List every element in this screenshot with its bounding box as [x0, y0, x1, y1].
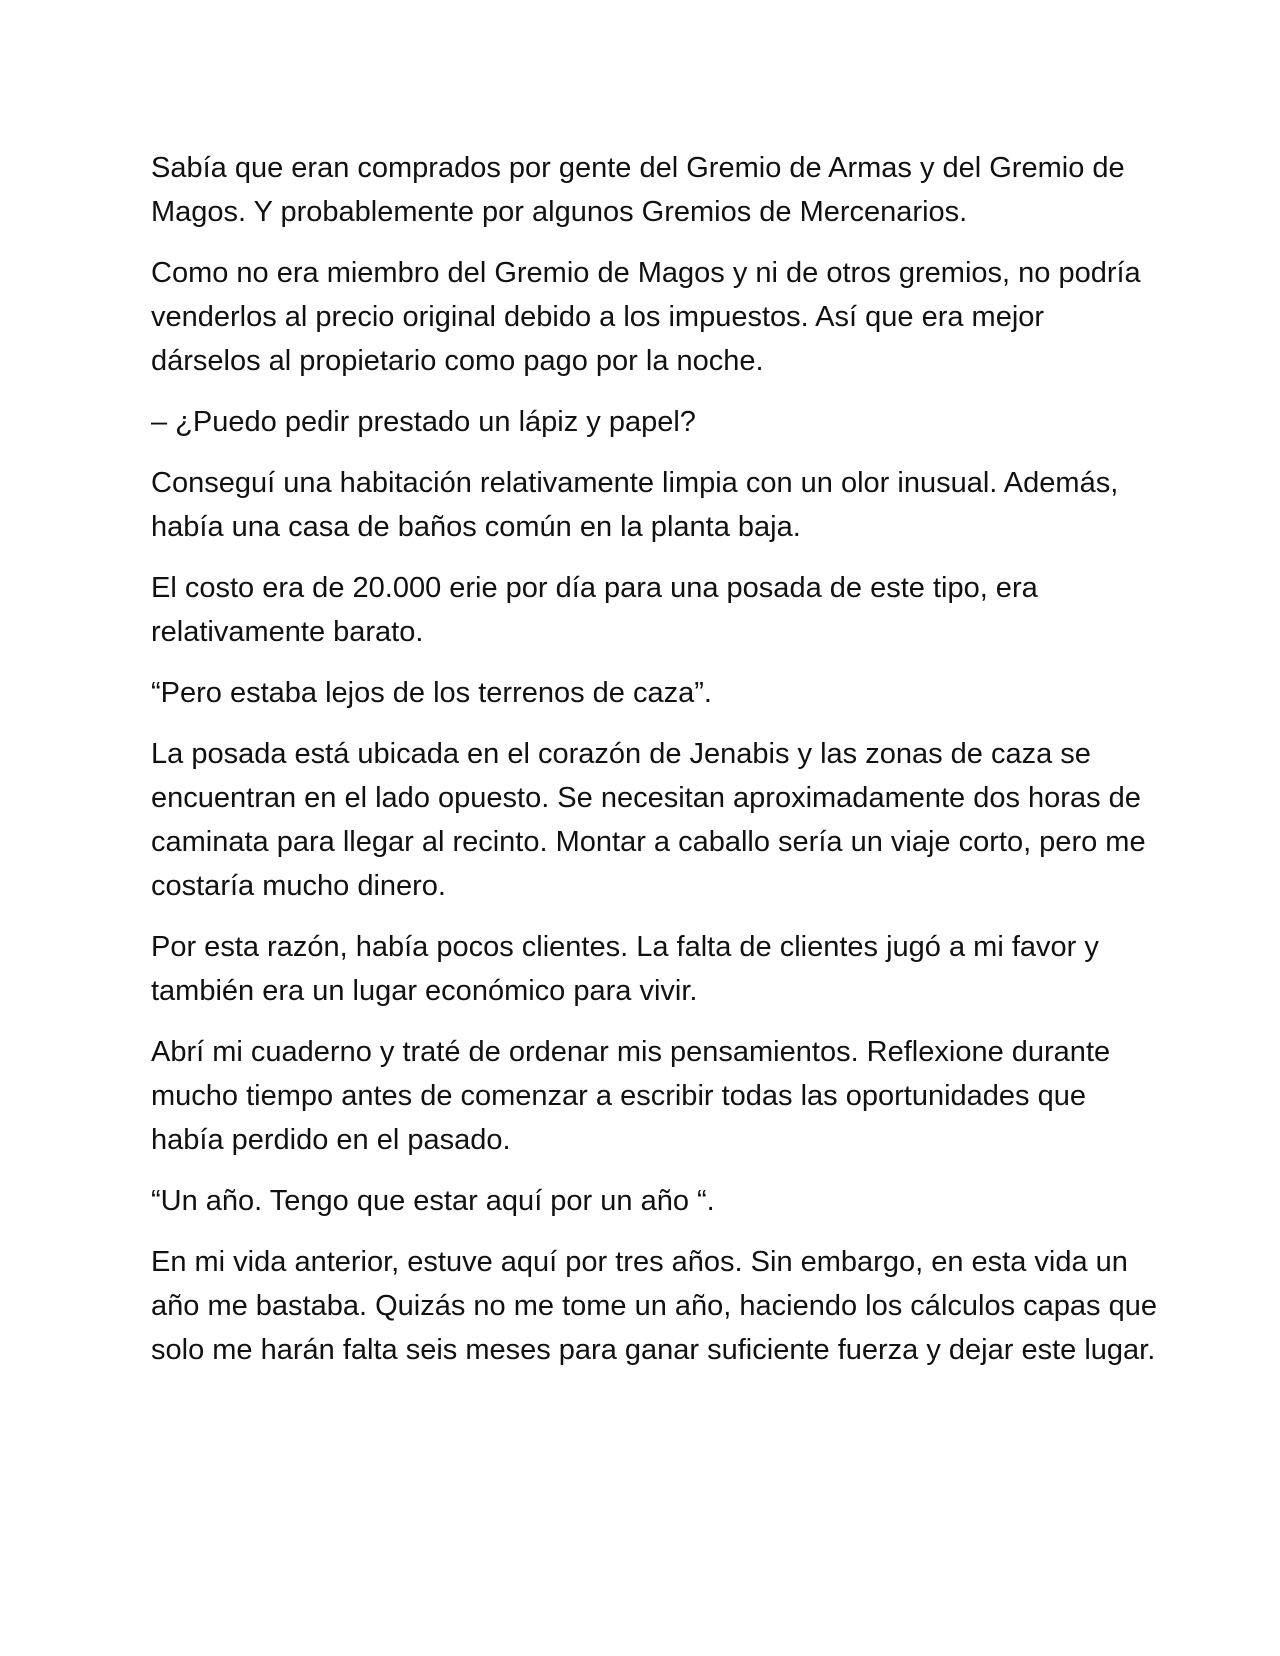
paragraph-6: “Pero estaba lejos de los terrenos de caza”.	[151, 677, 712, 709]
paragraph-1: Sabía que eran comprados por gente del Gremio de Armas y del Gremio de Magos. Y probablemente por algunos Gremios de Mercenarios.	[151, 152, 1125, 228]
paragraph-2: Como no era miembro del Gremio de Magos y ni de otros gremios, no podría venderlos al precio original debido a los impuestos. Así que era mejor dárselos al propietario como pago por la noche.	[151, 257, 1141, 377]
paragraph-5: El costo era de 20.000 erie por día para una posada de este tipo, era relativamente barato.	[151, 572, 1038, 648]
paragraph-11: En mi vida anterior, estuve aquí por tres años. Sin embargo, en esta vida un año me bastaba. Quizás no me tome un año, haciendo los cálculos capas que solo me harán falta seis meses para ganar suficiente fuerza y dejar este lugar.	[151, 1246, 1157, 1366]
paragraph-4: Conseguí una habitación relativamente limpia con un olor inusual. Además, había una casa de baños común en la planta baja.	[151, 467, 1119, 543]
paragraph-9: Abrí mi cuaderno y traté de ordenar mis pensamientos. Reflexione durante mucho tiempo antes de comenzar a escribir todas las oportunidades que había perdido en el pasado.	[151, 1036, 1111, 1156]
paragraph-3: – ¿Puedo pedir prestado un lápiz y papel?	[151, 406, 696, 438]
paragraph-7: La posada está ubicada en el corazón de Jenabis y las zonas de caza se encuentran en el lado opuesto. Se necesitan aproximadamente dos horas de caminata para llegar al recinto. Montar a caballo sería un viaje corto, pero me costaría mucho dinero.	[151, 738, 1146, 902]
document-page	[151, 146, 1161, 1389]
paragraph-8: Por esta razón, había pocos clientes. La falta de clientes jugó a mi favor y también era un lugar económico para vivir.	[151, 931, 1099, 1007]
paragraph-10: “Un año. Tengo que estar aquí por un año “.	[151, 1185, 715, 1217]
